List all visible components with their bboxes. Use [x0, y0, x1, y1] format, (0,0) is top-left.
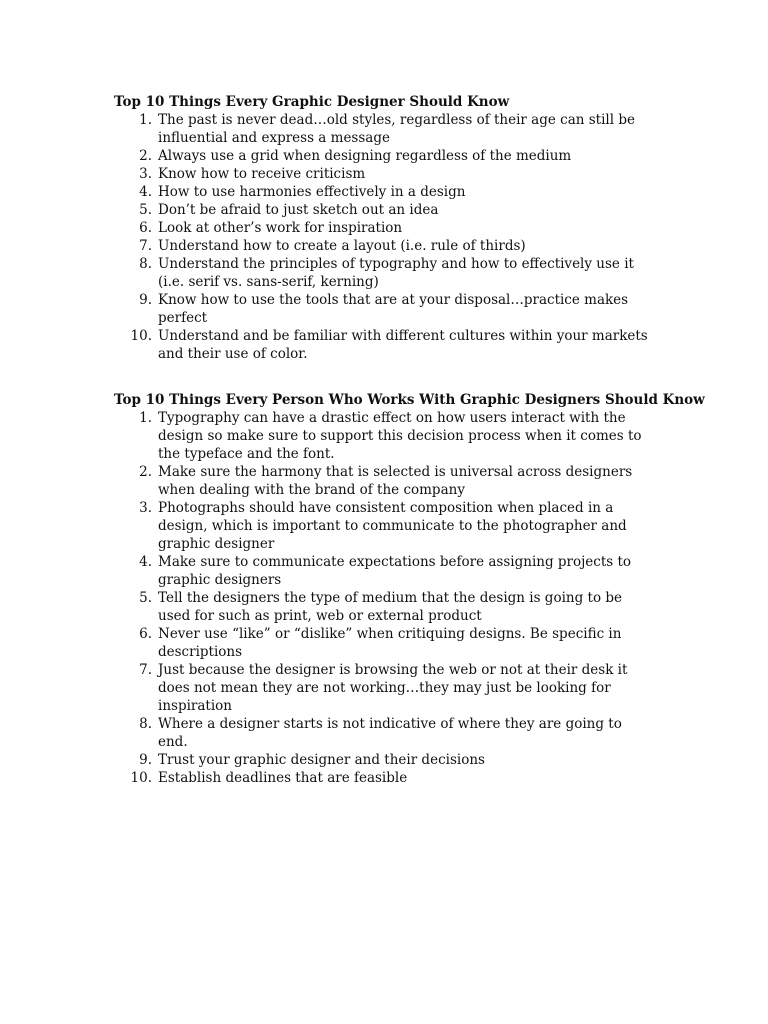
list-item	[114, 201, 654, 219]
list-number: 9.	[139, 292, 152, 308]
list-text: Tell the designers the type of medium that the design is going to be used for such as print, web or external product	[158, 590, 622, 624]
section-title: Top 10 Things Every Person Who Works With Graphic Designers Should Know	[114, 392, 705, 408]
list-number: 1.	[139, 410, 152, 426]
list-text: Don’t be afraid to just sketch out an idea	[158, 202, 439, 218]
list-number: 4.	[139, 554, 152, 570]
list-text: Know how to receive criticism	[158, 166, 366, 182]
list-text: The past is never dead…old styles, regardless of their age can still be influential and express a message	[158, 112, 635, 146]
list-item	[114, 237, 654, 255]
list-number: 8.	[139, 256, 152, 272]
list-item	[114, 463, 654, 499]
list-item	[114, 219, 654, 237]
section-title: Top 10 Things Every Graphic Designer Should Know	[114, 94, 510, 110]
list-text: How to use harmonies effectively in a design	[158, 184, 466, 200]
list-item	[114, 111, 654, 147]
list-text: Always use a grid when designing regardless of the medium	[158, 148, 572, 164]
list-number: 2.	[139, 464, 152, 480]
list-number: 7.	[139, 662, 152, 678]
list-number: 7.	[139, 238, 152, 254]
list-text: Look at other’s work for inspiration	[158, 220, 403, 236]
list-item	[114, 409, 654, 463]
list-text: Understand how to create a layout (i.e. rule of thirds)	[158, 238, 526, 254]
list-number: 8.	[139, 716, 152, 732]
designer-list	[114, 111, 654, 363]
list-item	[114, 715, 654, 751]
list-item	[114, 255, 654, 291]
list-text: Photographs should have consistent composition when placed in a design, which is important to communicate to the photographer and graphic designer	[158, 500, 627, 552]
list-item	[114, 769, 654, 787]
list-text: Know how to use the tools that are at your disposal…practice makes perfect	[158, 292, 629, 326]
designer-section	[114, 93, 654, 363]
list-text: Make sure the harmony that is selected is universal across designers when dealing with the brand of the company	[158, 464, 633, 498]
list-item	[114, 327, 654, 363]
list-number: 1.	[139, 112, 152, 128]
list-text: Just because the designer is browsing the web or not at their desk it does not mean they are not working…they may just be looking for inspiration	[158, 662, 628, 714]
list-item	[114, 751, 654, 769]
list-number: 10.	[130, 328, 152, 344]
list-item	[114, 165, 654, 183]
list-number: 6.	[139, 220, 152, 236]
list-text: Trust your graphic designer and their decisions	[158, 752, 485, 768]
list-number: 3.	[139, 500, 152, 516]
list-item	[114, 625, 654, 661]
list-text: Make sure to communicate expectations before assigning projects to graphic designers	[158, 554, 632, 588]
list-text: Understand the principles of typography and how to effectively use it (i.e. serif vs. sans-serif, kerning)	[158, 256, 634, 290]
list-item	[114, 147, 654, 165]
list-text: Where a designer starts is not indicative of where they are going to end.	[158, 716, 622, 750]
list-item	[114, 553, 654, 589]
coworker-section	[114, 391, 705, 787]
list-number: 9.	[139, 752, 152, 768]
list-item	[114, 183, 654, 201]
list-number: 5.	[139, 202, 152, 218]
list-text: Understand and be familiar with different cultures within your markets and their use of color.	[158, 328, 648, 362]
list-item	[114, 661, 654, 715]
list-text: Establish deadlines that are feasible	[158, 770, 408, 786]
list-number: 2.	[139, 148, 152, 164]
list-number: 3.	[139, 166, 152, 182]
list-text: Typography can have a drastic effect on how users interact with the design so make sure to support this decision process when it comes to the typeface and the font.	[158, 410, 642, 462]
coworker-list	[114, 409, 654, 787]
list-item	[114, 499, 654, 553]
list-item	[114, 291, 654, 327]
document-page	[114, 93, 705, 787]
list-number: 5.	[139, 590, 152, 606]
list-item	[114, 589, 654, 625]
list-number: 4.	[139, 184, 152, 200]
list-number: 6.	[139, 626, 152, 642]
list-text: Never use “like” or “dislike” when critiquing designs. Be specific in descriptions	[158, 626, 622, 660]
list-number: 10.	[130, 770, 152, 786]
